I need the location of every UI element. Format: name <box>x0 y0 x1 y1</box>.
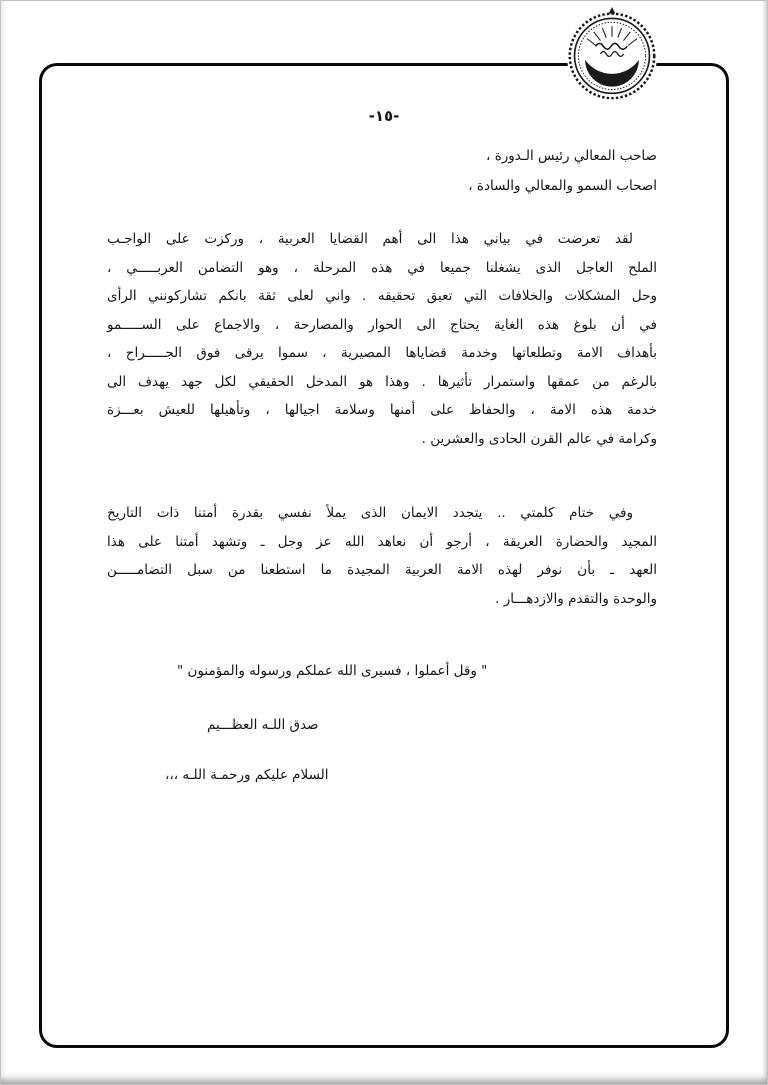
text-line: المجيد والحضارة العريقة ، أرجو أن نعاهد الله عز وجل ـ وتشهد أمتنا على هذا <box>107 533 657 550</box>
page-number: -١٥- <box>368 107 400 125</box>
text-line: الملح العاجل الذى يشغلنا جميعا في هذه المرحلة ، وهو التضامن العربـــــي ، <box>107 259 657 276</box>
text-line: بأهداف الامة وتطلعاتها وخدمة قضاياها المصيرية ، سموا يرقى فوق الجـــــراح ، <box>107 345 657 361</box>
quote-attribution: صدق اللـه العظـــيم <box>207 717 319 733</box>
arab-league-emblem <box>564 6 660 102</box>
text-line: وكرامة في عالم القرن الحادى والعشرين . <box>421 430 657 447</box>
text-line: لقد تعرضت في بياني هذا الى أهم القضايا العربية ، وركزت على الواجـب <box>107 231 633 247</box>
text-line: وحل المشكلات والخلافات التي تعيق تحقيقه . واني لعلى ثقة بانكم تشاركونني الرأى <box>107 288 657 304</box>
arab-league-emblem-graphic <box>564 6 660 102</box>
quran-quote: " وقل أعملوا ، فسيرى الله عملكم ورسوله والمؤمنون " <box>177 663 488 679</box>
salutation-line-2: اصحاب السمو والمعالي والسادة ، <box>468 178 657 194</box>
closing-block <box>107 657 657 789</box>
text-line: في أن بلوغ هذه الغاية يحتاج الى الحوار والمصارحة ، والاجماع على الســـــمو <box>107 316 657 333</box>
text-line: خدمة هذه الامة ، والحفاظ على أمنها وسلامة اجيالها ، وتأهيلها للعيش بعـــزة <box>107 402 657 418</box>
salutation-line-1: صاحب المعالي رئيس الـدورة ، <box>486 148 657 164</box>
text-line: العهد ـ بأن نوفر لهذه الامة العربية المجيدة ما استطعنا من سبل التضامـــــن <box>107 562 657 578</box>
text-line: والوحدة والتقدم والازدهـــار . <box>495 590 657 607</box>
letter-body <box>107 141 657 789</box>
salutation-block <box>107 141 657 201</box>
text-line: بالرغم من عمقها واستمرار تأثيرها . وهذا هو المدخل الحقيقي لكل جهد يهدف الى <box>107 373 657 390</box>
closing-salutation: السلام عليكم ورحمـة اللـه ،،، <box>165 767 329 783</box>
paragraph-2 <box>107 499 657 613</box>
paragraph-1 <box>107 225 657 453</box>
text-line: وفي ختام كلمتي .. يتجدد الايمان الذى يملأ نفسي بقدرة أمتنا ذات التاريخ <box>107 505 633 521</box>
